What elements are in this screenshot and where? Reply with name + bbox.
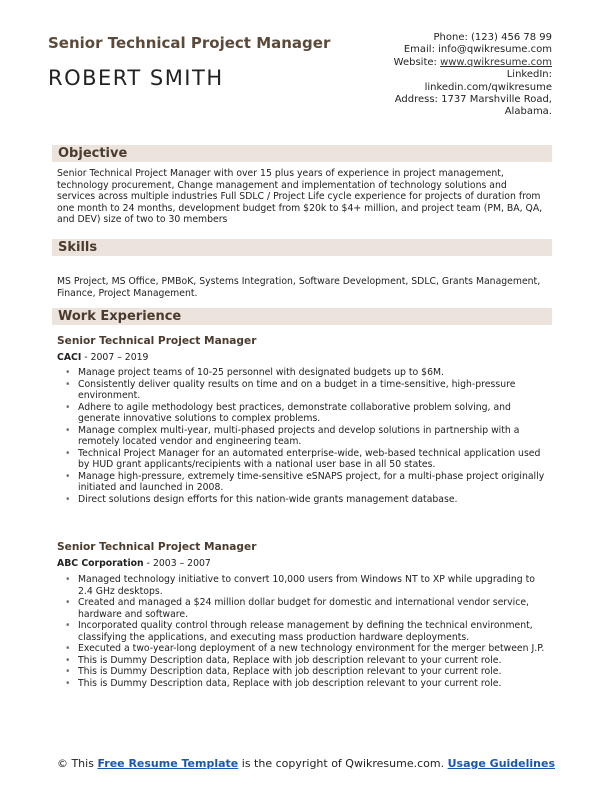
objective-section-header [52, 145, 552, 162]
list-item: • This is Dummy Description data, Replace with job description relevant to your current role. [64, 655, 549, 667]
copyright-footer [0, 757, 612, 770]
footer-prefix: © This [56, 757, 98, 770]
usage-guidelines-link[interactable]: Usage Guidelines [447, 757, 556, 770]
list-item: • Incorporated quality control through release management by defining the technical environment, classifying the applications, and executing mass production hardware deployments. [64, 620, 549, 643]
job-1-bullets [64, 367, 549, 506]
resume-header [48, 30, 552, 130]
job-2-role: Senior Technical Project Manager [57, 541, 257, 553]
job-1-role: Senior Technical Project Manager [57, 335, 257, 347]
list-item: • Manage complex multi-year, multi-phased projects and develop solutions in partnership with a remotely located vendor and engineering team. [64, 425, 549, 448]
website-label: Website: [393, 56, 441, 68]
list-item: • Adhere to agile methodology best practices, demonstrate collaborative problem solving, and generate innovative solutions to complex problems. [64, 402, 549, 425]
job-1-dates: - 2007 – 2019 [81, 352, 149, 363]
list-item: • Manage project teams of 10-25 personnel with designated budgets up to $6M. [64, 367, 549, 379]
list-item: • Consistently deliver quality results on time and on a budget in a time-sensitive, high-pressure environment. [64, 379, 549, 402]
list-item: • Created and managed a $24 million dollar budget for domestic and international vendor service, hardware and software. [64, 597, 549, 620]
job-1-company: CACI [57, 352, 82, 363]
skills-section-header [52, 239, 552, 256]
work-experience-section-header [52, 308, 552, 325]
job-title: Senior Technical Project Manager [48, 34, 331, 52]
candidate-name: ROBERT SMITH [48, 66, 224, 90]
address-line-1: Address: 1737 Marshville Road, [394, 94, 552, 106]
address-line-2: Alabama. [504, 106, 552, 118]
list-item: • Managed technology initiative to convert 10,000 users from Windows NT to XP while upgrading to 2.4 GHz desktops. [64, 574, 549, 597]
website-link[interactable]: www.qwikresume.com [440, 56, 552, 68]
list-item: • Direct solutions design efforts for this nation-wide grants management database. [64, 494, 549, 506]
email: Email: info@qwikresume.com [403, 44, 552, 56]
job-2-company: ABC Corporation [57, 558, 144, 569]
job-1-company-line [57, 352, 148, 363]
list-item: • Manage high-pressure, extremely time-sensitive eSNAPS project, for a multi-phase project originally initiated and launched in 2008. [64, 471, 549, 494]
contact-block [322, 32, 552, 119]
job-2-company-line [57, 558, 211, 569]
free-resume-template-link[interactable]: Free Resume Template [97, 757, 239, 770]
list-item: • This is Dummy Description data, Replace with job description relevant to your current role. [64, 678, 549, 690]
job-2-dates: - 2003 – 2007 [143, 558, 211, 569]
skills-text: MS Project, MS Office, PMBoK, Systems Integration, Software Development, SDLC, Grants Management, Finance, Project Management. [57, 276, 541, 299]
linkedin-label: LinkedIn: [506, 69, 552, 81]
skills-heading: Skills [58, 240, 98, 255]
list-item: • Executed a two-year-long deployment of a new technology environment for the merger between J.P. [64, 643, 549, 655]
objective-heading: Objective [58, 146, 128, 161]
job-2-bullets [64, 574, 549, 689]
objective-text: Senior Technical Project Manager with over 15 plus years of experience in project management, technology procurement, Change management and implementation of technology solutions and services across multiple industries Full SDLC / Project Life cycle experience for projects of duration from one month to 24 months, development budget from $20k to $4+ million, and project team (PM, BA, QA, and DEV) size of two to 30 members [57, 168, 543, 226]
footer-middle: is the copyright of Qwikresume.com. [238, 757, 448, 770]
linkedin-value: linkedin.com/qwikresume [424, 81, 552, 93]
work-experience-heading: Work Experience [58, 309, 182, 324]
website [322, 57, 552, 69]
list-item: • Technical Project Manager for an automated enterprise-wide, web-based technical application used by HUD grant applicants/recipients with a national user base in all 50 states. [64, 448, 549, 471]
list-item: • This is Dummy Description data, Replace with job description relevant to your current role. [64, 666, 549, 678]
phone: Phone: (123) 456 78 99 [433, 32, 552, 43]
